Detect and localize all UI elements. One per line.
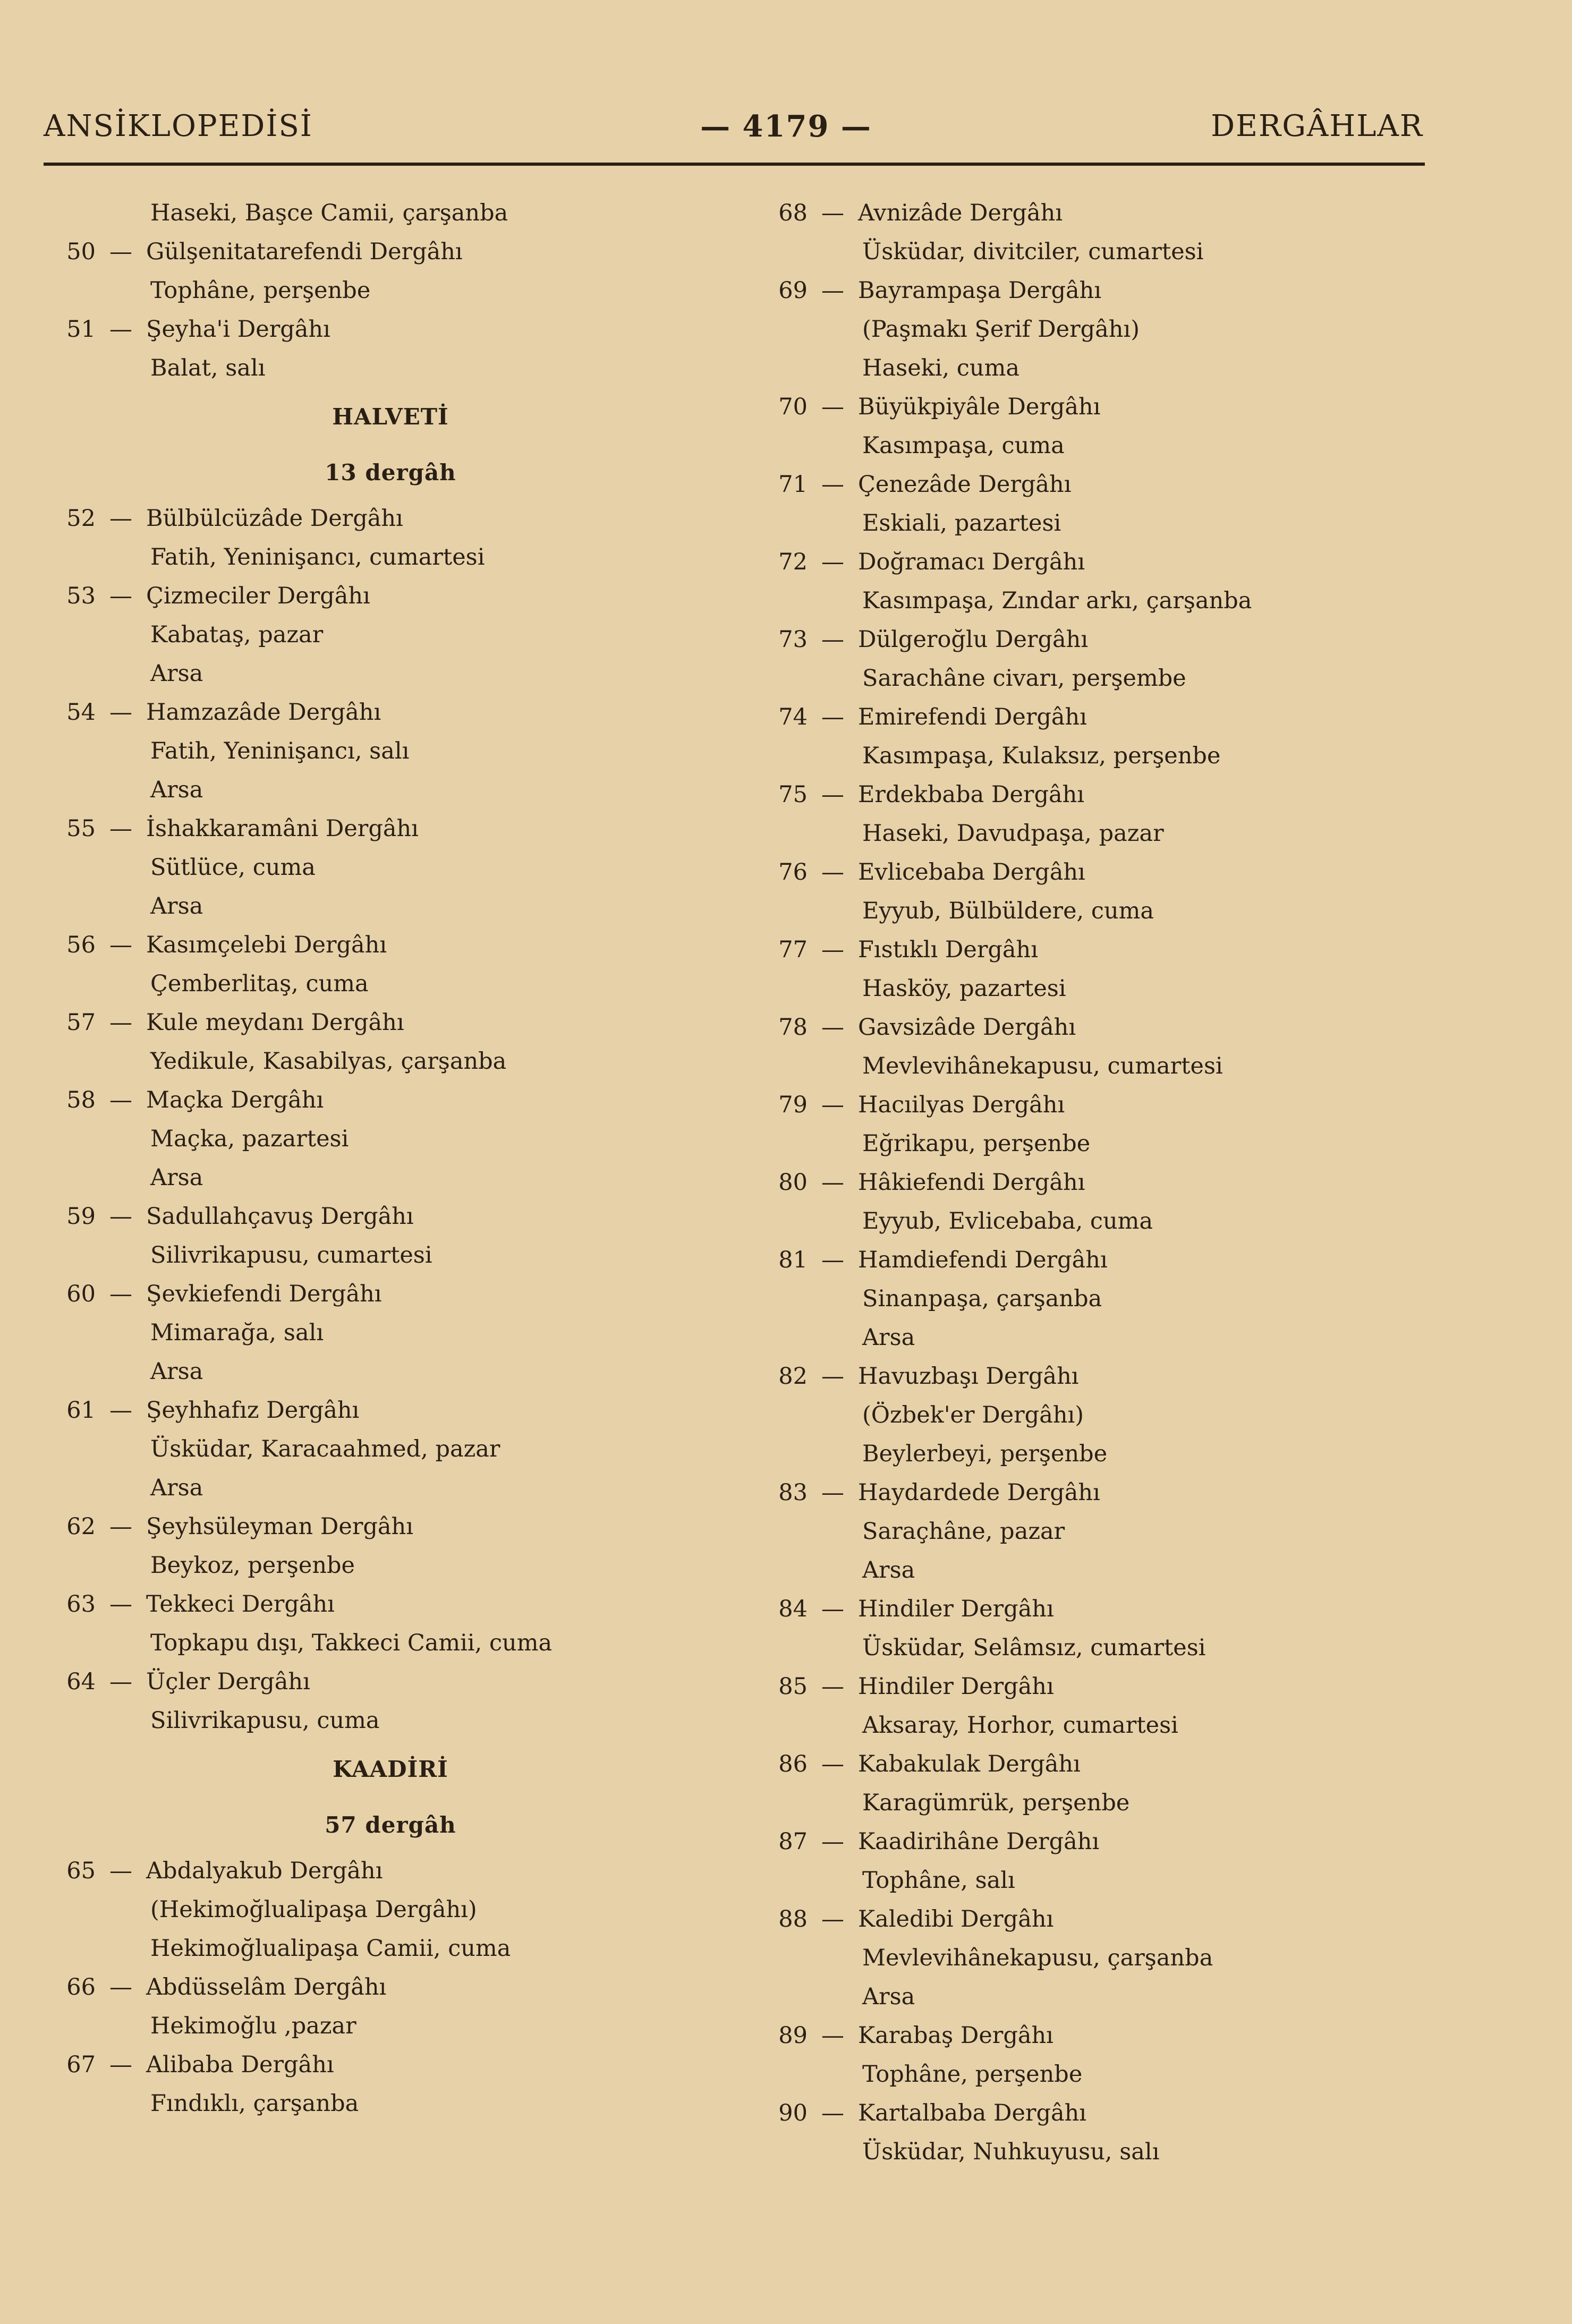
entry-detail: Üsküdar, Selâmsız, cumartesi xyxy=(862,1635,1206,1661)
dergah-name: Kartalbaba Dergâhı xyxy=(858,2100,1087,2126)
entry-dash: — xyxy=(821,859,844,886)
entry-dash: — xyxy=(821,1751,844,1777)
entry-detail: Hekimoğlualipaşa Camii, cuma xyxy=(150,1935,511,1962)
dergah-name: Abdalyakub Dergâhı xyxy=(146,1858,383,1884)
entry-dash: — xyxy=(821,1169,844,1196)
dergah-entry xyxy=(773,465,1442,504)
dergah-entry xyxy=(61,1275,720,1314)
dergah-entry xyxy=(773,1163,1442,1202)
entry-detail: Maçka, pazartesi xyxy=(150,1126,349,1152)
entry-detail: Arsa xyxy=(862,1984,915,2010)
entry-number: 58 xyxy=(66,1087,96,1113)
entry-detail: Arsa xyxy=(150,660,203,687)
entry-number: 66 xyxy=(66,1974,96,2000)
dergah-name: Kasımçelebi Dergâhı xyxy=(146,932,387,958)
entry-dash: — xyxy=(821,937,844,963)
entry-detail: Kasımpaşa, cuma xyxy=(862,432,1065,459)
entry-detail: Fatih, Yeninişancı, salı xyxy=(150,738,410,764)
entry-dash: — xyxy=(821,277,844,304)
entry-detail: Sinanpaşa, çarşanba xyxy=(862,1286,1102,1312)
dergah-entry xyxy=(773,776,1442,814)
dergah-name: Bülbülcüzâde Dergâhı xyxy=(146,505,403,532)
entry-dash: — xyxy=(821,1596,844,1622)
entry-detail: Silivrikapusu, cumartesi xyxy=(150,1242,432,1269)
entry-number: 71 xyxy=(778,471,808,498)
dergah-entry xyxy=(773,388,1442,427)
entry-detail: (Paşmakı Şerif Dergâhı) xyxy=(862,316,1140,343)
entry-detail: Üsküdar, divitciler, cumartesi xyxy=(862,239,1204,265)
dergah-entry xyxy=(773,271,1442,310)
entry-detail: Hasköy, pazartesi xyxy=(862,975,1066,1002)
entry-detail: Arsa xyxy=(862,1557,915,1584)
dergah-entry xyxy=(61,1508,720,1546)
dergah-entry xyxy=(773,543,1442,582)
dergah-name: Hamdiefendi Dergâhı xyxy=(858,1247,1108,1273)
entry-detail: Eyyub, Bülbüldere, cuma xyxy=(862,898,1154,924)
dergah-entry xyxy=(61,1968,720,2007)
dergah-entry xyxy=(773,1241,1442,1280)
entry-detail: Balat, salı xyxy=(150,355,266,381)
entry-dash: — xyxy=(109,1668,132,1695)
entry-dash: — xyxy=(109,1203,132,1230)
dergah-name: Maçka Dergâhı xyxy=(146,1087,324,1113)
entry-dash: — xyxy=(109,583,132,609)
entry-number: 79 xyxy=(778,1092,808,1118)
entry-dash: — xyxy=(109,1591,132,1618)
entry-detail: Beykoz, perşenbe xyxy=(150,1552,355,1579)
dergah-name: Hindiler Dergâhı xyxy=(858,1596,1054,1622)
entry-detail: Tophâne, perşenbe xyxy=(150,277,371,304)
entry-dash: — xyxy=(109,1974,132,2000)
entry-dash: — xyxy=(109,1397,132,1424)
dergah-name: Alibaba Dergâhı xyxy=(146,2051,334,2078)
entry-number: 62 xyxy=(66,1513,96,1540)
entry-number: 54 xyxy=(66,699,96,726)
entry-number: 63 xyxy=(66,1591,96,1618)
dergah-name: Fıstıklı Dergâhı xyxy=(858,937,1039,963)
entry-number: 84 xyxy=(778,1596,808,1622)
entry-dash: — xyxy=(821,200,844,226)
section-count: 57 dergâh xyxy=(325,1812,456,1838)
dergah-entry xyxy=(773,931,1442,969)
entry-detail: Beylerbeyi, perşenbe xyxy=(862,1441,1108,1467)
dergah-name: Kule meydanı Dergâhı xyxy=(146,1009,404,1036)
entry-dash: — xyxy=(821,549,844,575)
dergah-name: Hamzazâde Dergâhı xyxy=(146,699,381,726)
entry-number: 81 xyxy=(778,1247,808,1273)
dergah-name: Haydardede Dergâhı xyxy=(858,1479,1100,1506)
entry-number: 76 xyxy=(778,859,808,886)
entry-detail: Karagümrük, perşenbe xyxy=(862,1790,1130,1816)
dergah-name: Büyükpiyâle Dergâhı xyxy=(858,394,1101,420)
entry-detail: Silivrikapusu, cuma xyxy=(150,1707,380,1734)
entry-detail: Eskiali, pazartesi xyxy=(862,510,1061,537)
dergah-name: Hindiler Dergâhı xyxy=(858,1673,1054,1700)
entry-number: 53 xyxy=(66,583,96,609)
dergah-entry xyxy=(773,1590,1442,1629)
entry-detail: Üsküdar, Karacaahmed, pazar xyxy=(150,1436,500,1462)
dergah-name: Karabaş Dergâhı xyxy=(858,2022,1053,2049)
entry-dash: — xyxy=(109,815,132,842)
section-heading: KAADİRİ xyxy=(333,1756,448,1782)
header-rule xyxy=(44,163,1425,166)
dergah-entry xyxy=(61,810,720,848)
entry-number: 75 xyxy=(778,781,808,808)
entry-dash: — xyxy=(109,1009,132,1036)
entry-detail: Sarachâne civarı, perşembe xyxy=(862,665,1186,692)
entry-number: 73 xyxy=(778,626,808,653)
entry-detail: Arsa xyxy=(150,1475,203,1501)
dergah-name: Hâkiefendi Dergâhı xyxy=(858,1169,1085,1196)
entry-detail: Arsa xyxy=(150,893,203,920)
page-number: — 4179 — xyxy=(700,109,872,144)
entry-detail: Fatih, Yeninişancı, cumartesi xyxy=(150,544,485,571)
entry-dash: — xyxy=(821,2100,844,2126)
entry-dash: — xyxy=(821,1363,844,1390)
entry-detail: Haseki, Davudpaşa, pazar xyxy=(862,820,1164,847)
entry-dash: — xyxy=(821,1247,844,1273)
entry-number: 56 xyxy=(66,932,96,958)
entry-detail: (Özbek'er Dergâhı) xyxy=(862,1402,1084,1428)
section-heading: HALVETİ xyxy=(332,404,449,430)
dergah-entry xyxy=(773,1823,1442,1861)
dergah-entry xyxy=(61,577,720,616)
dergah-entry xyxy=(773,1745,1442,1784)
entry-detail: Tophâne, salı xyxy=(862,1867,1015,1894)
entry-detail: Üsküdar, Nuhkuyusu, salı xyxy=(862,2139,1160,2165)
entry-number: 78 xyxy=(778,1014,808,1041)
dergah-entry xyxy=(773,2016,1442,2055)
entry-dash: — xyxy=(109,505,132,532)
right-column xyxy=(773,194,1442,2172)
dergah-entry xyxy=(773,620,1442,659)
entry-dash: — xyxy=(109,2051,132,2078)
dergah-entry xyxy=(61,693,720,732)
entry-dash: — xyxy=(821,1673,844,1700)
dergah-entry xyxy=(773,1474,1442,1512)
entry-dash: — xyxy=(821,394,844,420)
dergah-name: Çenezâde Dergâhı xyxy=(858,471,1072,498)
dergah-name: Kaledibi Dergâhı xyxy=(858,1906,1054,1933)
dergah-name: Tekkeci Dergâhı xyxy=(146,1591,335,1618)
dergah-entry xyxy=(61,310,720,349)
entry-detail: (Hekimoğlualipaşa Dergâhı) xyxy=(150,1896,477,1923)
entry-number: 60 xyxy=(66,1281,96,1307)
entry-detail: Eyyub, Evlicebaba, cuma xyxy=(862,1208,1153,1235)
entry-detail: Kabataş, pazar xyxy=(150,622,324,648)
entry-dash: — xyxy=(821,626,844,653)
entry-detail: Aksaray, Horhor, cumartesi xyxy=(862,1712,1178,1739)
dergah-entry xyxy=(773,2094,1442,2133)
dergah-name: Şevkiefendi Dergâhı xyxy=(146,1281,382,1307)
entry-number: 61 xyxy=(66,1397,96,1424)
entry-detail: Fındıklı, çarşanba xyxy=(150,2090,359,2117)
left-column xyxy=(61,194,720,2123)
entry-number: 68 xyxy=(778,200,808,226)
dergah-entry xyxy=(773,194,1442,233)
entry-number: 64 xyxy=(66,1668,96,1695)
dergah-name: Sadullahçavuş Dergâhı xyxy=(146,1203,414,1230)
entry-detail: Arsa xyxy=(862,1324,915,1351)
dergah-entry xyxy=(61,1391,720,1430)
entry-number: 82 xyxy=(778,1363,808,1390)
entry-dash: — xyxy=(109,1087,132,1113)
entry-detail: Mevlevihânekapusu, çarşanba xyxy=(862,1945,1213,1971)
entry-dash: — xyxy=(109,1858,132,1884)
entry-number: 70 xyxy=(778,394,808,420)
dergah-entry xyxy=(773,1008,1442,1047)
entry-number: 83 xyxy=(778,1479,808,1506)
entry-detail: Yedikule, Kasabilyas, çarşanba xyxy=(150,1048,507,1075)
dergah-name: Gülşenitatarefendi Dergâhı xyxy=(146,239,463,265)
entry-number: 86 xyxy=(778,1751,808,1777)
dergah-entry xyxy=(61,1852,720,1891)
entry-dash: — xyxy=(109,239,132,265)
entry-number: 59 xyxy=(66,1203,96,1230)
entry-detail: Hekimoğlu ,pazar xyxy=(150,2013,356,2039)
dergah-name: Avnizâde Dergâhı xyxy=(858,200,1063,226)
entry-number: 85 xyxy=(778,1673,808,1700)
dergah-entry xyxy=(61,1585,720,1624)
dergah-name: Kabakulak Dergâhı xyxy=(858,1751,1081,1777)
dergah-entry xyxy=(61,926,720,965)
dergah-name: İshakkaramâni Dergâhı xyxy=(146,815,419,842)
dergah-entry xyxy=(773,853,1442,892)
entry-number: 51 xyxy=(66,316,96,343)
entry-dash: — xyxy=(109,1513,132,1540)
section-count: 13 dergâh xyxy=(325,459,456,486)
entry-dash: — xyxy=(821,2022,844,2049)
entry-dash: — xyxy=(109,699,132,726)
entry-dash: — xyxy=(109,1281,132,1307)
entry-detail: Saraçhâne, pazar xyxy=(862,1518,1065,1545)
entry-detail: Arsa xyxy=(150,1358,203,1385)
entry-dash: — xyxy=(821,704,844,730)
entry-number: 80 xyxy=(778,1169,808,1196)
entry-number: 69 xyxy=(778,277,808,304)
entry-detail: Kasımpaşa, Kulaksız, perşenbe xyxy=(862,743,1221,769)
entry-detail: Haseki, Başce Camii, çarşanba xyxy=(150,200,508,226)
entry-number: 57 xyxy=(66,1009,96,1036)
entry-dash: — xyxy=(821,1092,844,1118)
entry-dash: — xyxy=(109,316,132,343)
entry-detail: Kasımpaşa, Zındar arkı, çarşanba xyxy=(862,588,1252,614)
entry-number: 67 xyxy=(66,2051,96,2078)
entry-detail: Arsa xyxy=(150,777,203,803)
dergah-name: Şeyha'i Dergâhı xyxy=(146,316,330,343)
dergah-name: Hacıilyas Dergâhı xyxy=(858,1092,1065,1118)
running-head-right: DERGÂHLAR xyxy=(1211,109,1423,143)
dergah-entry xyxy=(773,1357,1442,1396)
entry-number: 52 xyxy=(66,505,96,532)
entry-number: 88 xyxy=(778,1906,808,1933)
dergah-name: Dülgeroğlu Dergâhı xyxy=(858,626,1089,653)
dergah-name: Çizmeciler Dergâhı xyxy=(146,583,370,609)
entry-detail: Topkapu dışı, Takkeci Camii, cuma xyxy=(150,1630,553,1656)
dergah-name: Havuzbaşı Dergâhı xyxy=(858,1363,1079,1390)
dergah-entry xyxy=(773,1086,1442,1125)
entry-number: 77 xyxy=(778,937,808,963)
entry-number: 72 xyxy=(778,549,808,575)
dergah-entry xyxy=(61,499,720,538)
entry-number: 90 xyxy=(778,2100,808,2126)
entry-detail: Mevlevihânekapusu, cumartesi xyxy=(862,1053,1223,1079)
dergah-name: Evlicebaba Dergâhı xyxy=(858,859,1085,886)
dergah-name: Abdüsselâm Dergâhı xyxy=(146,1974,387,2000)
entry-detail: Haseki, cuma xyxy=(862,355,1019,381)
entry-number: 74 xyxy=(778,704,808,730)
entry-dash: — xyxy=(821,1828,844,1855)
running-head-left: ANSİKLOPEDİSİ xyxy=(44,109,313,143)
dergah-name: Bayrampaşa Dergâhı xyxy=(858,277,1102,304)
dergah-entry xyxy=(61,1081,720,1120)
dergah-entry xyxy=(61,233,720,271)
dergah-name: Erdekbaba Dergâhı xyxy=(858,781,1085,808)
entry-detail: Arsa xyxy=(150,1164,203,1191)
entry-dash: — xyxy=(821,1479,844,1506)
dergah-entry xyxy=(61,1003,720,1042)
dergah-entry xyxy=(61,1197,720,1236)
entry-detail: Tophâne, perşenbe xyxy=(862,2061,1083,2088)
entry-detail: Çemberlitaş, cuma xyxy=(150,971,369,997)
dergah-entry xyxy=(773,1667,1442,1706)
entry-dash: — xyxy=(821,471,844,498)
dergah-name: Gavsizâde Dergâhı xyxy=(858,1014,1076,1041)
entry-number: 50 xyxy=(66,239,96,265)
entry-dash: — xyxy=(821,1906,844,1933)
dergah-name: Üçler Dergâhı xyxy=(146,1668,310,1695)
entry-dash: — xyxy=(821,781,844,808)
entry-detail: Eğrikapu, perşenbe xyxy=(862,1130,1091,1157)
dergah-name: Şeyhsüleyman Dergâhı xyxy=(146,1513,414,1540)
entry-detail: Sütlüce, cuma xyxy=(150,854,316,881)
dergah-entry xyxy=(773,698,1442,737)
dergah-name: Kaadirihâne Dergâhı xyxy=(858,1828,1100,1855)
dergah-name: Doğramacı Dergâhı xyxy=(858,549,1085,575)
entry-detail: Mimarağa, salı xyxy=(150,1320,324,1346)
entry-number: 87 xyxy=(778,1828,808,1855)
entry-dash: — xyxy=(821,1014,844,1041)
dergah-entry xyxy=(61,2046,720,2084)
entry-dash: — xyxy=(109,932,132,958)
dergah-entry xyxy=(773,1900,1442,1939)
dergah-name: Şeyhhafız Dergâhı xyxy=(146,1397,360,1424)
entry-number: 65 xyxy=(66,1858,96,1884)
entry-number: 89 xyxy=(778,2022,808,2049)
dergah-name: Emirefendi Dergâhı xyxy=(858,704,1087,730)
dergah-entry xyxy=(61,1663,720,1701)
entry-number: 55 xyxy=(66,815,96,842)
